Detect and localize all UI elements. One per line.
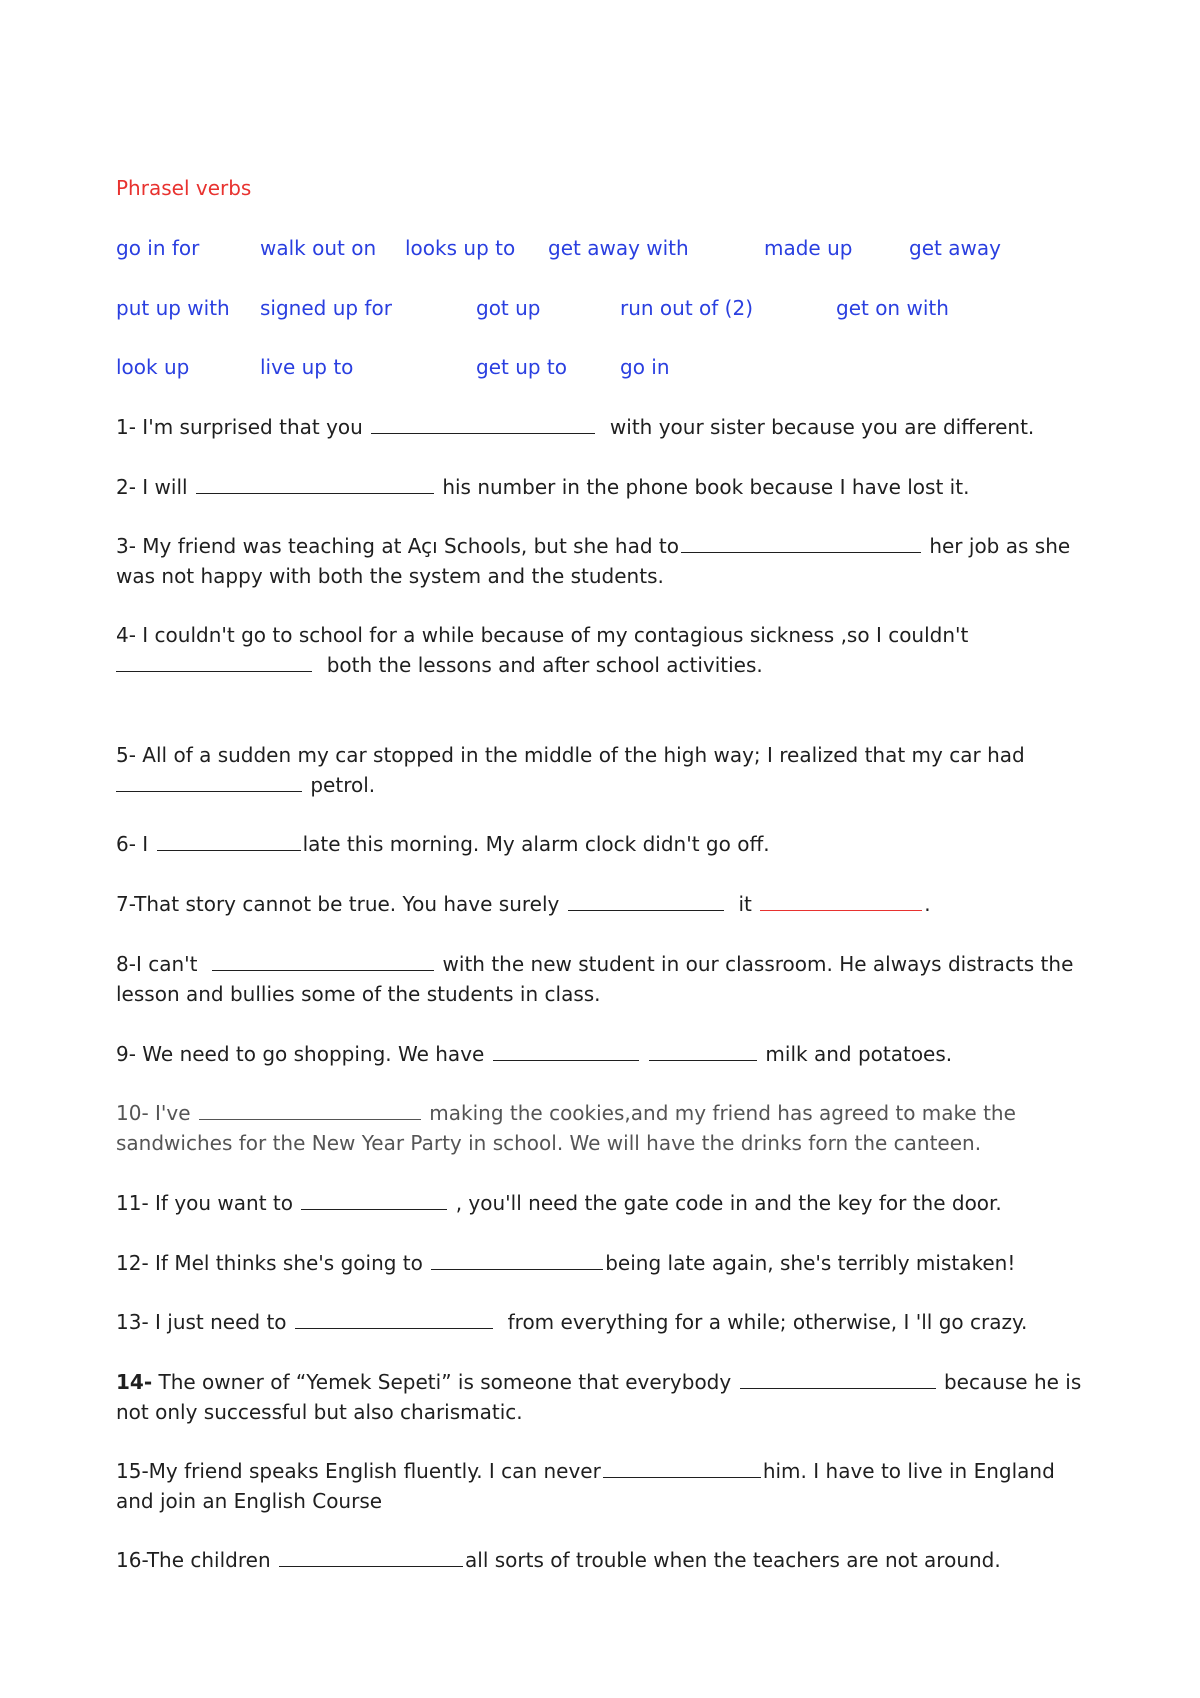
- question-text: and join an English Course: [116, 1489, 383, 1513]
- answer-blank[interactable]: [603, 1457, 761, 1478]
- question-11: [116, 1188, 1096, 1218]
- question-12: [116, 1248, 1096, 1278]
- question-text: 12- If Mel thinks she's going to: [116, 1251, 423, 1275]
- question-2: [116, 472, 1096, 502]
- answer-blank[interactable]: [431, 1249, 603, 1270]
- question-text: milk and potatoes.: [765, 1042, 953, 1066]
- question-text: late this morning. My alarm clock didn't go off.: [302, 832, 770, 856]
- worksheet-title: Phrasel verbs: [116, 176, 252, 200]
- question-13: [116, 1307, 1096, 1337]
- question-text: 4- I couldn't go to school for a while because of my contagious sickness ,so I couldn't: [116, 623, 969, 647]
- question-15: [116, 1456, 1096, 1516]
- question-text: from everything for a while; otherwise, I 'll go crazy.: [507, 1310, 1028, 1334]
- question-text: 15-My friend speaks English fluently. I can never: [116, 1459, 601, 1483]
- question-text: not only successful but also charismatic.: [116, 1400, 523, 1424]
- question-16: [116, 1545, 1096, 1575]
- word-bank-item: get up to: [476, 355, 568, 379]
- word-bank-item: got up: [476, 296, 541, 320]
- question-text: 3- My friend was teaching at Açı Schools, but she had to: [116, 534, 679, 558]
- word-bank-item: made up: [764, 236, 853, 260]
- answer-blank[interactable]: [199, 1099, 421, 1120]
- answer-blank-red[interactable]: [760, 890, 922, 911]
- word-bank-row-2: [0, 296, 1200, 326]
- question-14: [116, 1367, 1096, 1427]
- question-text: 7-That story cannot be true. You have surely: [116, 892, 560, 916]
- question-1: [116, 412, 1096, 442]
- question-text: being late again, she's terribly mistaken!: [605, 1251, 1016, 1275]
- word-bank-item: get away with: [548, 236, 689, 260]
- question-text: both the lessons and after school activities.: [326, 653, 763, 677]
- answer-blank[interactable]: [301, 1189, 447, 1210]
- question-6: [116, 829, 1096, 859]
- answer-blank[interactable]: [295, 1308, 493, 1329]
- word-bank-item: look up: [116, 355, 190, 379]
- question-number: 14-: [116, 1370, 153, 1394]
- question-text: with the new student in our classroom. He always distracts the: [442, 952, 1074, 976]
- answer-blank[interactable]: [649, 1040, 757, 1061]
- question-text: 5- All of a sudden my car stopped in the middle of the high way; I realized that my car had: [116, 743, 1025, 767]
- question-text: was not happy with both the system and the students.: [116, 564, 664, 588]
- word-bank-item: put up with: [116, 296, 230, 320]
- question-text: him. I have to live in England: [762, 1459, 1055, 1483]
- question-text: because he is: [943, 1370, 1082, 1394]
- question-text: 8-I can't: [116, 952, 198, 976]
- question-text: 11- If you want to: [116, 1191, 293, 1215]
- question-3: [116, 531, 1096, 591]
- answer-blank[interactable]: [279, 1546, 463, 1567]
- question-text: 13- I just need to: [116, 1310, 287, 1334]
- word-bank-item: get away: [909, 236, 1001, 260]
- answer-blank[interactable]: [740, 1368, 936, 1389]
- word-bank-item: walk out on: [260, 236, 377, 260]
- word-bank-row-1: [0, 236, 1200, 266]
- question-text: petrol.: [310, 773, 376, 797]
- question-text: 16-The children: [116, 1548, 271, 1572]
- question-text: all sorts of trouble when the teachers are not around.: [465, 1548, 1001, 1572]
- answer-blank[interactable]: [116, 771, 302, 792]
- word-bank-row-3: [0, 355, 1200, 385]
- question-5: [116, 740, 1096, 800]
- question-8: [116, 949, 1096, 1009]
- question-text: her job as she: [929, 534, 1071, 558]
- answer-blank[interactable]: [371, 413, 595, 434]
- question-text: The owner of “Yemek Sepeti” is someone that everybody: [158, 1370, 732, 1394]
- question-text: , you'll need the gate code in and the key for the door.: [455, 1191, 1002, 1215]
- question-text: 1- I'm surprised that you: [116, 415, 363, 439]
- word-bank-item: get on with: [836, 296, 949, 320]
- question-text: .: [924, 892, 931, 916]
- word-bank-item: looks up to: [405, 236, 516, 260]
- question-text: with your sister because you are different.: [609, 415, 1035, 439]
- question-text: it: [738, 892, 752, 916]
- answer-blank[interactable]: [212, 950, 434, 971]
- question-text: making the cookies,and my friend has agreed to make the: [429, 1101, 1016, 1125]
- question-10: [116, 1098, 1096, 1158]
- question-text: 2- I will: [116, 475, 188, 499]
- question-9: [116, 1039, 1096, 1069]
- word-bank-item: run out of (2): [620, 296, 754, 320]
- question-text: 6- I: [116, 832, 149, 856]
- question-text: his number in the phone book because I have lost it.: [442, 475, 970, 499]
- answer-blank[interactable]: [196, 473, 434, 494]
- answer-blank[interactable]: [568, 890, 724, 911]
- answer-blank[interactable]: [157, 830, 301, 851]
- word-bank-item: signed up for: [260, 296, 392, 320]
- word-bank-item: go in: [620, 355, 670, 379]
- answer-blank[interactable]: [493, 1040, 639, 1061]
- question-text: 9- We need to go shopping. We have: [116, 1042, 485, 1066]
- answer-blank[interactable]: [116, 651, 312, 672]
- answer-blank[interactable]: [681, 532, 921, 553]
- word-bank-item: live up to: [260, 355, 354, 379]
- question-text: sandwiches for the New Year Party in school. We will have the drinks forn the canteen.: [116, 1131, 982, 1155]
- word-bank-item: go in for: [116, 236, 200, 260]
- question-7: [116, 889, 1096, 919]
- question-4: [116, 620, 1096, 680]
- question-text: 10- I've: [116, 1101, 191, 1125]
- question-text: lesson and bullies some of the students in class.: [116, 982, 601, 1006]
